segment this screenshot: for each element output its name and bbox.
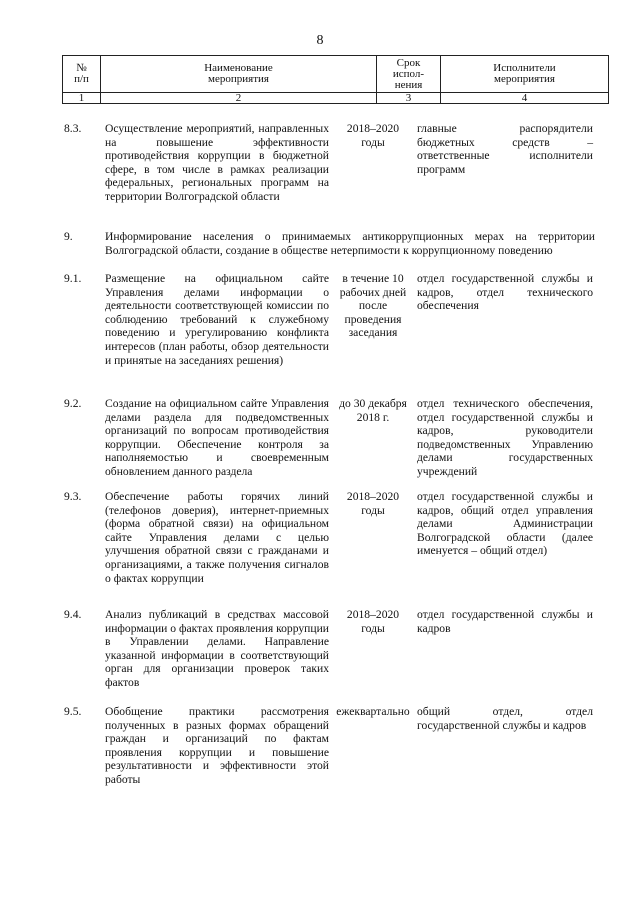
row-number: 9.2. [64,397,82,410]
page-number: 8 [316,33,324,48]
header-col-index-1: 1 [63,93,101,104]
row-activity: Обобщение практики рассмотрения полученных в разных формах обращений граждан и организаций по фактам проявления коррупции и повышение результативности и эффективности этой работы [105,705,329,786]
row-activity: Размещение на официальном сайте Управления делами информации о деятельности соответствующей комиссии по соблюдению требований к служебному поведению и урегулированию конфликта интересов (план работы, обзор деятельности и принятые на заседаниях решения) [105,272,329,367]
row-activity: Анализ публикаций в средствах массовой информации о фактах проявления коррупции в Управлении делами. Направление указанной информации в соответствующий орган для организации проверок таких фактов [105,608,329,689]
row-number: 9.3. [64,490,82,503]
row-deadline: ежеквартально [336,705,410,718]
row-executors: отдел государственной службы и кадров, общий отдел управления делами Администрации Волгоградской области (далее именуется – общий отдел) [417,490,593,558]
row-deadline: 2018–2020 годы [346,490,400,517]
header-executors: Исполнители мероприятия [441,56,609,93]
table-header [62,55,609,104]
row-executors: главные распорядители бюджетных средств – ответственные исполнители программ [417,122,593,176]
header-col-index-2: 2 [101,93,377,104]
row-number: 9.5. [64,705,82,718]
row-deadline: в течение 10 рабочих дней после проведения заседания [339,272,407,340]
row-number: 9.1. [64,272,82,285]
row-deadline: до 30 декабря 2018 г. [339,397,407,424]
row-deadline: 2018–2020 годы [346,608,400,635]
row-activity: Осуществление мероприятий, направленных на повышение эффективности противодействия коррупции в бюджетной сфере, в том числе в рамках реализации федеральных, региональных программ на территории Волгоградской области [105,122,329,203]
row-activity: Создание на официальном сайте Управления делами раздела для подведомственных организаций по вопросам противодействия коррупции. Обеспечение контроля за наполняемостью и своевременным обновлением данного раздела [105,397,329,478]
row-executors: отдел государственной службы и кадров [417,608,593,635]
header-number: № п/п [63,56,101,93]
row-activity: Обеспечение работы горячих линий (телефонов доверия), интернет-приемных (форма обратной связи) на официальном сайте Управления делами с целью улучшения обратной связи с гражданами и организациями, а также получения сигналов о фактах коррупции [105,490,329,585]
row-section-title: Информирование населения о принимаемых антикоррупционных мерах на территории Волгоградской области, создание в обществе нетерпимости к коррупционному поведению [105,230,595,257]
row-executors: общий отдел, отдел государственной службы и кадров [417,705,593,732]
header-col-index-4: 4 [441,93,609,104]
row-number: 8.3. [64,122,82,135]
header-deadline: Срок испол- нения [377,56,441,93]
row-executors: отдел государственной службы и кадров, отдел технического обеспечения [417,272,593,313]
header-activity-name: Наименование мероприятия [101,56,377,93]
row-number: 9. [64,230,73,243]
row-deadline: 2018–2020 годы [346,122,400,149]
header-col-index-3: 3 [377,93,441,104]
row-executors: отдел технического обеспечения, отдел государственной службы и кадров, руководители подведомственных Управлению делами государственных учреждений [417,397,593,478]
row-number: 9.4. [64,608,82,621]
